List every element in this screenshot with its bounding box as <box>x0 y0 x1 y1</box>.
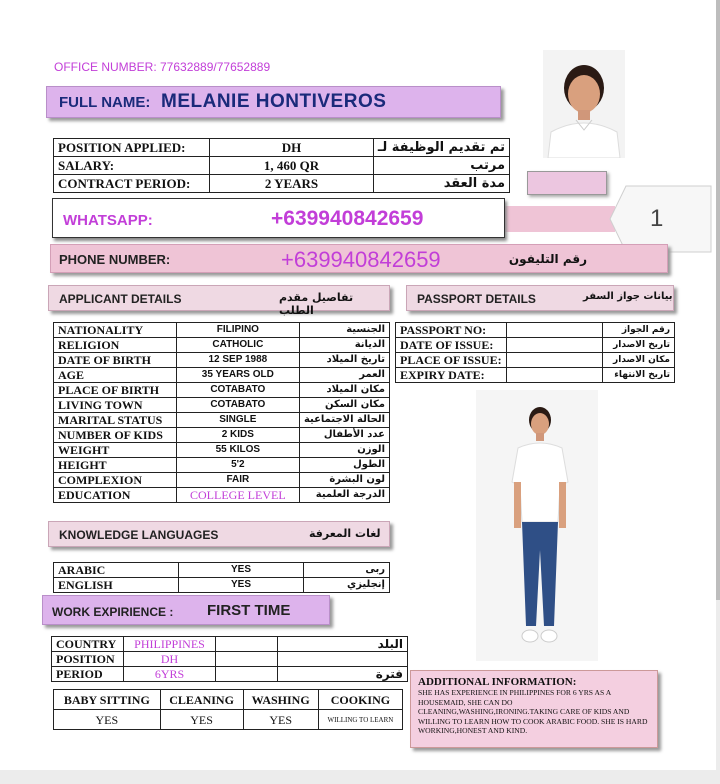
field-value: 2 KIDS <box>176 428 299 443</box>
table-row <box>54 710 403 730</box>
language-label: ARABIC <box>54 563 179 578</box>
work-label: COUNTRY <box>52 637 124 652</box>
passport-field-label: DATE OF ISSUE: <box>396 338 507 353</box>
additional-information-box <box>410 670 658 748</box>
table-row <box>52 637 408 652</box>
table-row <box>52 667 408 682</box>
field-value: FILIPINO <box>176 323 299 338</box>
passport-field-ar: تاريخ الاصدار <box>602 338 674 353</box>
additional-title: ADDITIONAL INFORMATION: <box>418 676 577 688</box>
table-row <box>54 323 390 338</box>
work-label: PERIOD <box>52 667 124 682</box>
phone-value[interactable]: +639940842659 <box>281 247 441 272</box>
field-value: SINGLE <box>176 413 299 428</box>
field-ar: الحالة الاجتماعية <box>299 413 389 428</box>
table-row <box>54 488 390 503</box>
field-ar: العمر <box>299 368 389 383</box>
passport-field-value <box>506 368 602 383</box>
salary-label: SALARY: <box>54 157 210 175</box>
skill-value: YES <box>160 710 243 730</box>
table-row <box>54 175 510 193</box>
field-label: COMPLEXION <box>54 473 177 488</box>
table-row <box>396 323 675 338</box>
table-row <box>54 563 390 578</box>
field-value: 35 YEARS OLD <box>176 368 299 383</box>
whatsapp-box <box>52 198 505 238</box>
contract-label: CONTRACT PERIOD: <box>54 175 210 193</box>
work-value: PHILIPPINES <box>124 637 216 652</box>
passport-field-value <box>506 323 602 338</box>
work-label: POSITION <box>52 652 124 667</box>
table-row <box>54 383 390 398</box>
passport-details-ar: بيانات جواز السفر <box>583 291 673 302</box>
field-value: COTABATO <box>176 398 299 413</box>
full-name-label: FULL NAME: <box>59 94 151 111</box>
work-experience-value: FIRST TIME <box>207 602 291 619</box>
skill-header: CLEANING <box>160 690 243 710</box>
skills-table <box>53 689 403 730</box>
full-name-banner <box>46 86 501 118</box>
field-ar: مكان السكن <box>299 398 389 413</box>
table-row <box>54 353 390 368</box>
field-ar: عدد الأطفال <box>299 428 389 443</box>
field-ar: تاريخ الميلاد <box>299 353 389 368</box>
field-value: 12 SEP 1988 <box>176 353 299 368</box>
skill-value: YES <box>54 710 161 730</box>
office-number: OFFICE NUMBER: 77632889/77652889 <box>54 60 271 74</box>
field-label: LIVING TOWN <box>54 398 177 413</box>
field-label: RELIGION <box>54 338 177 353</box>
field-label: NUMBER OF KIDS <box>54 428 177 443</box>
skill-value: WILLING TO LEARN <box>318 710 402 730</box>
work-table <box>51 636 408 682</box>
field-ar: الجنسية <box>299 323 389 338</box>
applicant-details-label: APPLICANT DETAILS <box>59 292 182 306</box>
passport-details-label: PASSPORT DETAILS <box>417 292 536 306</box>
contract-ar: مدة العقد <box>373 175 509 193</box>
passport-field-ar: رقم الجواز <box>602 323 674 338</box>
field-ar: الديانة <box>299 338 389 353</box>
field-value: CATHOLIC <box>176 338 299 353</box>
skill-header: WASHING <box>243 690 318 710</box>
position-table <box>53 138 510 193</box>
language-ar: ربى <box>304 563 390 578</box>
work-empty <box>216 667 278 682</box>
table-row <box>54 428 390 443</box>
work-empty <box>216 652 278 667</box>
passport-field-ar: تاريخ الانتهاء <box>602 368 674 383</box>
phone-ar: رقم التليفون <box>508 252 587 266</box>
field-ar: مكان الميلاد <box>299 383 389 398</box>
full-name-value: MELANIE HONTIVEROS <box>161 91 387 112</box>
field-label: DATE OF BIRTH <box>54 353 177 368</box>
skill-value: YES <box>243 710 318 730</box>
whatsapp-value[interactable]: +639940842659 <box>271 207 424 230</box>
passport-field-label: EXPIRY DATE: <box>396 368 507 383</box>
field-value: 5'2 <box>176 458 299 473</box>
applicant-details-header <box>48 285 390 317</box>
passport-field-ar: مكان الاصدار <box>602 353 674 368</box>
contract-value: 2 YEARS <box>210 175 374 193</box>
work-ar <box>278 652 408 667</box>
skill-header: COOKING <box>318 690 402 710</box>
field-value: 55 KILOS <box>176 443 299 458</box>
salary-value: 1, 460 QR <box>210 157 374 175</box>
position-label: POSITION APPLIED: <box>54 139 210 157</box>
work-ar: فترة <box>278 667 408 682</box>
field-ar: الدرجة العلمية <box>299 488 389 503</box>
additional-text: SHE HAS EXPERIENCE IN PHILIPPINES FOR 6 YRS AS A HOUSEMAID, SHE CAN DO CLEANING,WASHING,IRONING.TAKING CARE OF KIDS AND WILLING TO LEARN HOW TO COOK ARABIC FOOD. SHE IS HARD WORKING,HONEST AND KIND. <box>418 688 648 736</box>
field-label: PLACE OF BIRTH <box>54 383 177 398</box>
table-row <box>54 338 390 353</box>
table-row <box>54 139 510 157</box>
whatsapp-banner-extension <box>505 206 615 232</box>
table-row <box>54 413 390 428</box>
table-row <box>54 157 510 175</box>
decorative-box <box>527 171 607 195</box>
passport-table <box>395 322 675 383</box>
full-body-photo <box>476 390 598 661</box>
field-ar: لون البشرة <box>299 473 389 488</box>
table-row <box>54 398 390 413</box>
applicant-details-ar: تفاصيل مقدم الطلب <box>279 291 354 317</box>
skill-header: BABY SITTING <box>54 690 161 710</box>
position-value: DH <box>210 139 374 157</box>
table-row <box>396 353 675 368</box>
work-ar: البلد <box>278 637 408 652</box>
table-row <box>396 368 675 383</box>
scrollbar[interactable] <box>716 0 720 600</box>
table-row <box>54 473 390 488</box>
table-row <box>54 458 390 473</box>
field-ar: الوزن <box>299 443 389 458</box>
language-value: YES <box>179 563 304 578</box>
applicant-table <box>53 322 390 503</box>
work-value: 6YRS <box>124 667 216 682</box>
knowledge-languages-header <box>48 521 390 547</box>
passport-field-label: PLACE OF ISSUE: <box>396 353 507 368</box>
field-value: FAIR <box>176 473 299 488</box>
table-row <box>54 690 403 710</box>
table-row <box>52 652 408 667</box>
passport-field-label: PASSPORT NO: <box>396 323 507 338</box>
work-value: DH <box>124 652 216 667</box>
passport-field-value <box>506 353 602 368</box>
table-row <box>54 443 390 458</box>
field-label: WEIGHT <box>54 443 177 458</box>
field-value: COTABATO <box>176 383 299 398</box>
field-value: COLLEGE LEVEL <box>176 488 299 503</box>
field-label: EDUCATION <box>54 488 177 503</box>
language-label: ENGLISH <box>54 578 179 593</box>
table-row <box>54 368 390 383</box>
language-value: YES <box>179 578 304 593</box>
position-ar: تم تقديم الوظيفة لـ <box>373 139 509 157</box>
field-label: AGE <box>54 368 177 383</box>
field-label: HEIGHT <box>54 458 177 473</box>
knowledge-languages-label: KNOWLEDGE LANGUAGES <box>59 528 219 542</box>
field-label: MARITAL STATUS <box>54 413 177 428</box>
salary-ar: مرتب <box>373 157 509 175</box>
callout-number: 1 <box>650 205 664 232</box>
languages-table <box>53 562 390 593</box>
phone-banner <box>50 244 668 273</box>
passport-field-value <box>506 338 602 353</box>
table-row <box>54 578 390 593</box>
table-row <box>396 338 675 353</box>
work-experience-label: WORK EXPIRIENCE : <box>52 605 174 619</box>
language-ar: إنجليزي <box>304 578 390 593</box>
work-experience-banner <box>42 595 330 625</box>
knowledge-languages-ar: لغات المعرفة <box>309 527 381 540</box>
passport-details-header <box>406 285 674 311</box>
whatsapp-label: WHATSAPP: <box>63 212 153 229</box>
field-label: NATIONALITY <box>54 323 177 338</box>
phone-label: PHONE NUMBER: <box>59 252 171 267</box>
field-ar: الطول <box>299 458 389 473</box>
work-empty <box>216 637 278 652</box>
portrait-photo <box>543 50 625 158</box>
